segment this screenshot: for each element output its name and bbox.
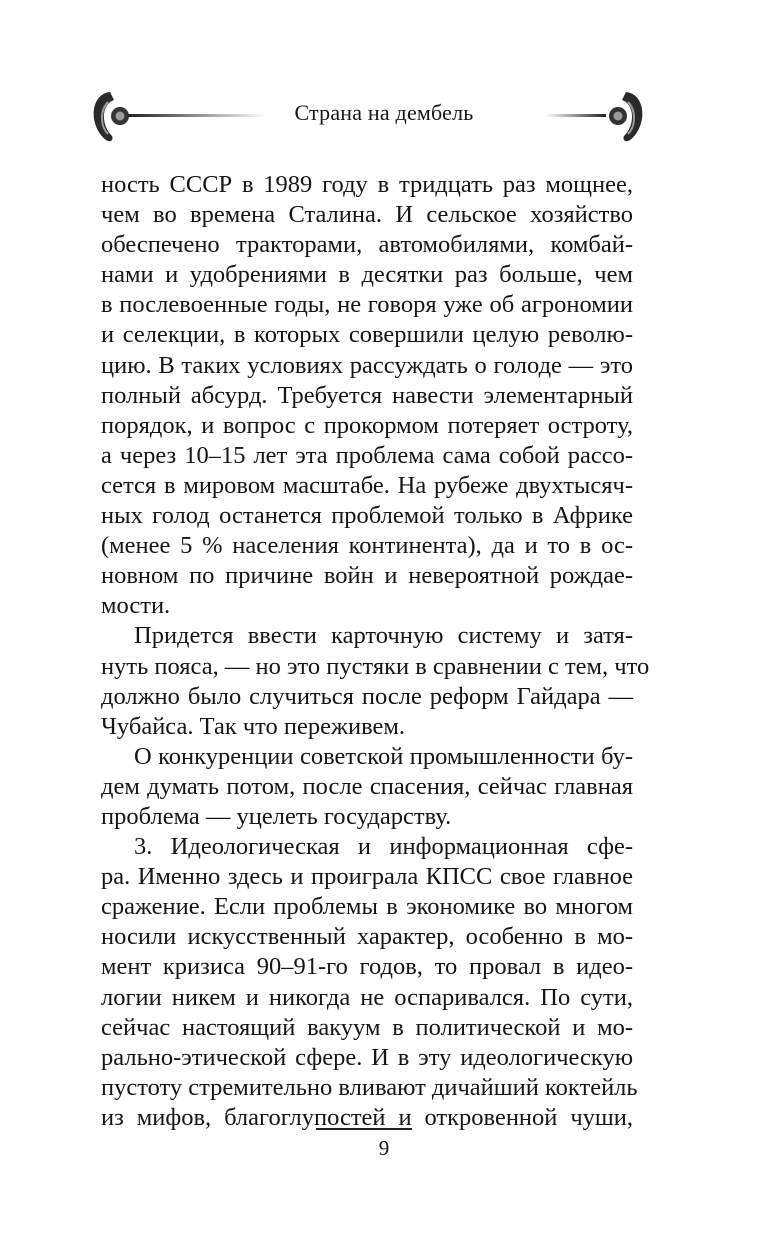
text-line: Чубайса. Так что переживем. xyxy=(101,712,406,740)
text-line: нуть пояса, — но это пустяки в сравнении с тем, что xyxy=(101,652,650,680)
text-line: пустоту стремительно вливают дичайший коктейль xyxy=(101,1073,638,1101)
right-ornament-icon xyxy=(546,88,686,148)
footer-divider xyxy=(316,1128,412,1130)
text-line: и селекции, в которых совершили целую револю- xyxy=(101,321,633,349)
text-line: О конкуренции советской промышленности бу- xyxy=(134,742,633,770)
text-line: чем во времена Сталина. И сельское хозяйство xyxy=(101,201,633,229)
text-line: мости. xyxy=(101,592,171,620)
text-line: сражение. Если проблемы в экономике во многом xyxy=(101,893,633,921)
text-line: порядок, и вопрос с прокормом потеряет остроту, xyxy=(101,411,633,439)
text-line: носили искусственный характер, особенно в мо- xyxy=(101,923,633,951)
text-line: Придется ввести карточную систему и затя- xyxy=(134,622,633,650)
text-line: ность СССР в 1989 году в тридцать раз мощнее, xyxy=(101,171,633,198)
text-line: рально-этической сфере. И в эту идеологическую xyxy=(101,1043,633,1071)
text-line: обеспечено тракторами, автомобилями, комбай- xyxy=(101,231,633,259)
text-line: сейчас настоящий вакуум в политической и мо- xyxy=(101,1013,633,1041)
text-line: должно было случиться после реформ Гайдара — xyxy=(101,682,633,710)
text-line: цию. В таких условиях рассуждать о голоде — это xyxy=(101,351,633,379)
body-text xyxy=(101,170,650,1133)
text-line: дем думать потом, после спасения, сейчас главная xyxy=(101,772,633,800)
running-header-title: Страна на дембель xyxy=(294,100,474,125)
text-line: полный абсурд. Требуется навести элементарный xyxy=(101,381,633,409)
text-line: нами и удобрениями в десятки раз больше, чем xyxy=(101,261,633,289)
text-line: 3. Идеологическая и информационная сфе- xyxy=(134,833,633,861)
text-line: в послевоенные годы, не говоря уже об агрономии xyxy=(101,291,633,319)
text-line: сется в мировом масштабе. На рубеже двухтысяч- xyxy=(101,471,633,499)
text-line: (менее 5 % населения континента), да и то в ос- xyxy=(101,532,633,560)
text-line: ных голод останется проблемой только в Африке xyxy=(101,502,633,530)
text-line: а через 10–15 лет эта проблема сама собой рассо- xyxy=(101,441,633,469)
text-line: новном по причине войн и невероятной рождае- xyxy=(101,562,633,590)
text-line: мент кризиса 90–91-го годов, то провал в идео- xyxy=(101,953,633,981)
page-number: 9 xyxy=(378,1136,390,1160)
text-line: проблема — уцелеть государству. xyxy=(101,802,452,830)
text-line: ра. Именно здесь и проиграла КПСС свое главное xyxy=(101,863,633,891)
text-line: логии никем и никогда не оспаривался. По сути, xyxy=(101,983,633,1011)
running-header xyxy=(0,88,768,148)
text-line: из мифов, благоглупостей и откровенной чуши, xyxy=(101,1103,633,1131)
